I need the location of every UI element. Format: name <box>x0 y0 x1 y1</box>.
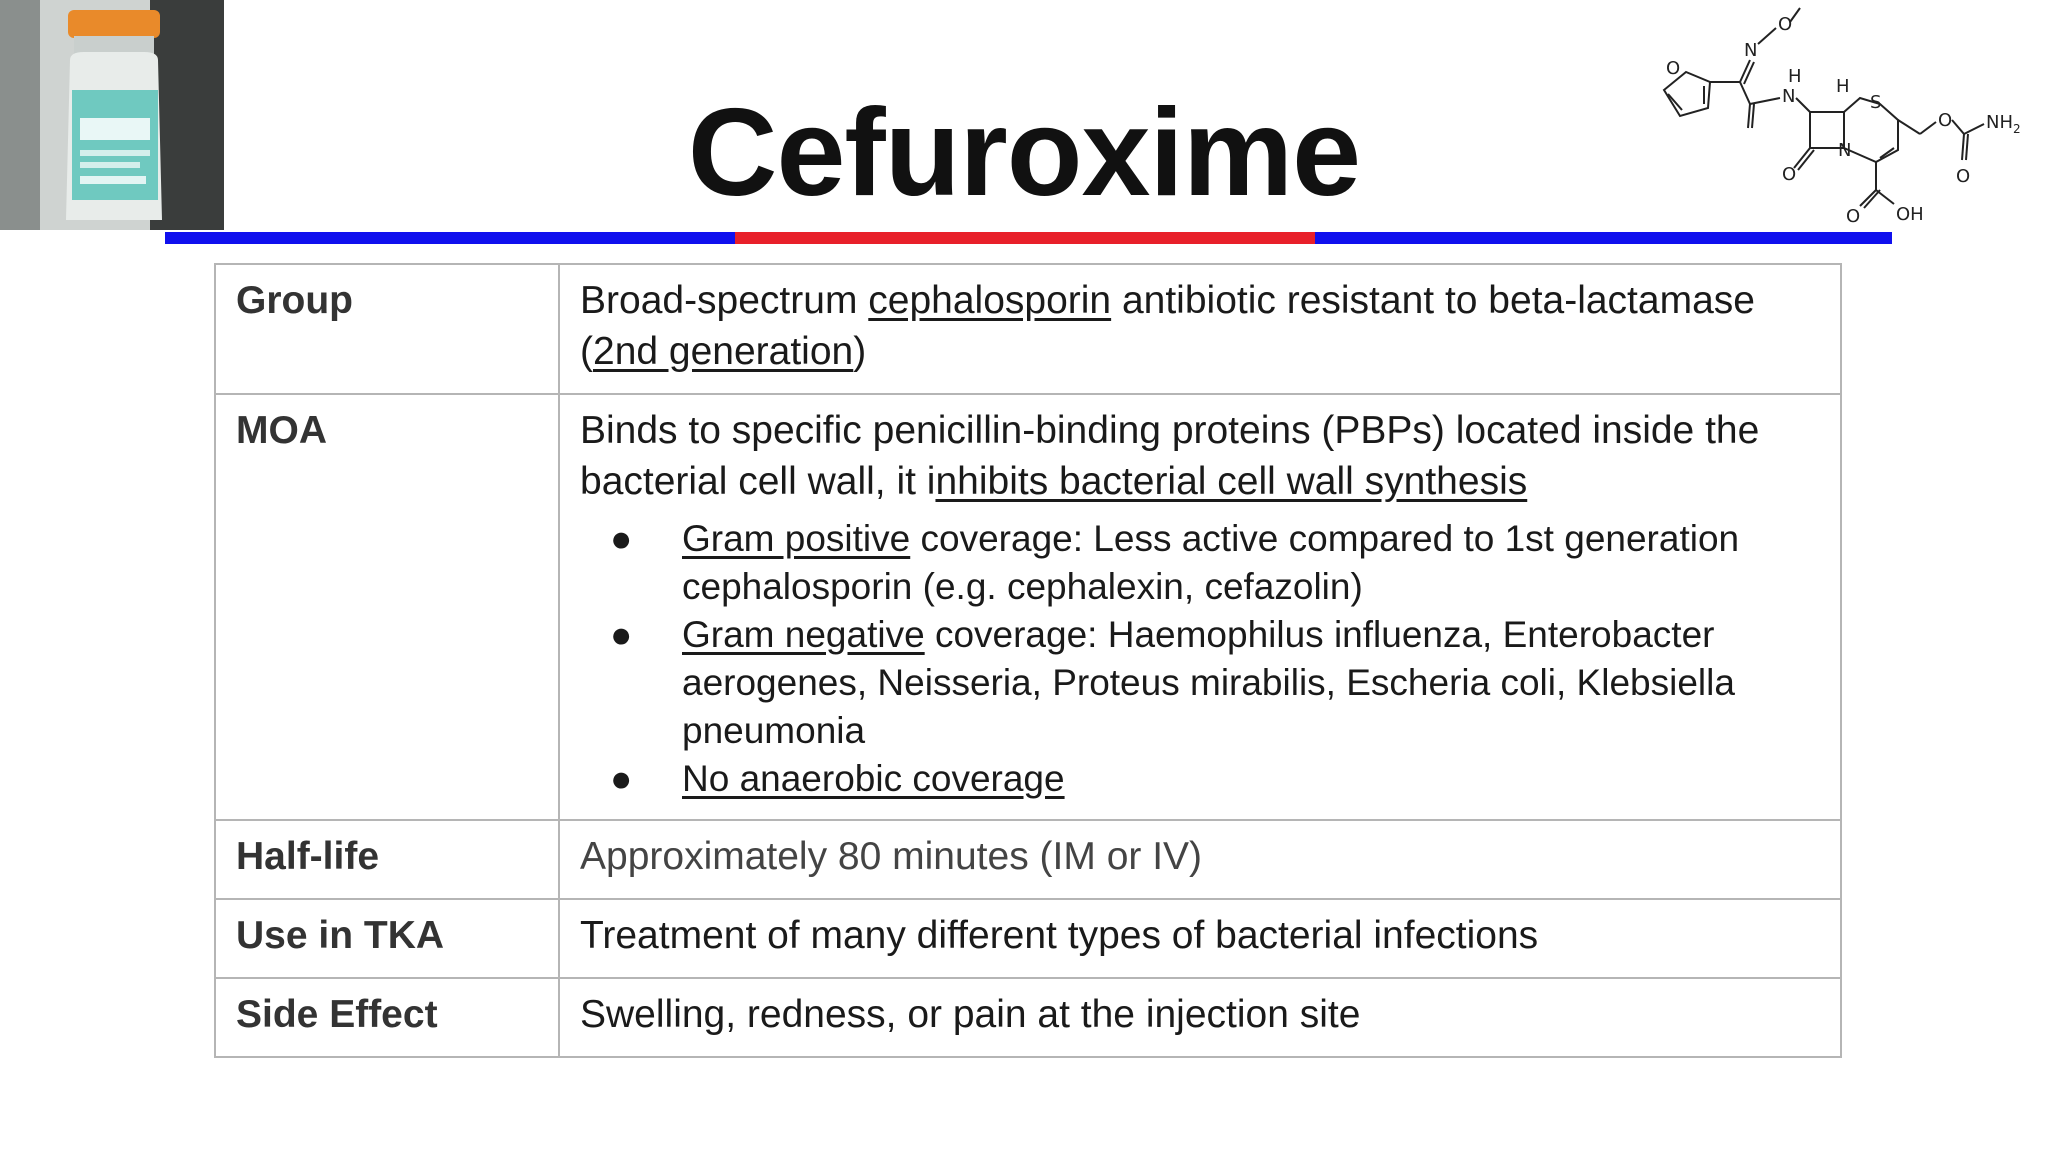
list-item <box>610 611 1820 755</box>
divider-blue-right <box>1315 232 1892 244</box>
underlined-text: 2nd generation <box>593 330 854 373</box>
atom-label: O <box>1846 206 1861 227</box>
bullet-list <box>580 515 1820 803</box>
row-value <box>559 978 1841 1057</box>
atom-label: N <box>1838 140 1852 161</box>
text-segment: coverage: Less active compared to 1st generation cephalosporin (e.g. cephalexin, cefazolin) <box>682 518 1740 607</box>
list-item <box>610 755 1820 803</box>
atom-label: O <box>1938 110 1953 131</box>
text-segment: Treatment of many different types of bacterial infections <box>580 914 1539 957</box>
table-row <box>215 899 1841 978</box>
divider-red-center <box>735 232 1315 244</box>
row-value <box>559 899 1841 978</box>
text-segment: antibiotic resistant to beta-lactamase ( <box>580 279 1755 373</box>
row-value-text <box>580 831 1820 882</box>
underlined-text: No anaerobic coverage <box>682 758 1065 799</box>
title-divider <box>165 232 1892 244</box>
divider-blue-left <box>165 232 735 244</box>
text-segment: Approximately 80 minutes (IM or IV) <box>580 835 1203 878</box>
atom-label: O <box>1778 14 1793 35</box>
underlined-text: Gram positive <box>682 518 911 559</box>
atom-label: O <box>1956 166 1971 187</box>
table-row <box>215 394 1841 820</box>
text-segment: ) <box>853 330 867 373</box>
atom-label: O <box>1782 164 1797 185</box>
atom-label: O <box>1666 58 1681 79</box>
bullet-icon: ● <box>610 758 633 799</box>
row-value <box>559 820 1841 899</box>
row-label: MOA <box>215 394 559 820</box>
row-value-text <box>580 405 1820 507</box>
table-row <box>215 978 1841 1057</box>
atom-label: $NH_2$ <box>1986 112 2021 136</box>
row-value <box>559 394 1841 820</box>
row-value <box>559 264 1841 394</box>
text-segment: Binds to specific penicillin-binding proteins (PBPs) located inside the bacterial cell wall, it i <box>580 409 1760 503</box>
row-label: Group <box>215 264 559 394</box>
row-value-text <box>580 910 1820 961</box>
atom-label: S <box>1870 92 1882 113</box>
underlined-text: nhibits bacterial cell wall synthesis <box>935 460 1528 503</box>
atom-label: H <box>1836 76 1850 97</box>
atom-label: N <box>1782 86 1796 107</box>
text-segment: Broad-spectrum <box>580 279 869 322</box>
text-segment: Swelling, redness, or pain at the injection site <box>580 993 1361 1036</box>
table-row <box>215 264 1841 394</box>
atom-label: N <box>1744 40 1758 61</box>
chemical-structure <box>1640 0 2048 230</box>
row-value-text <box>580 275 1820 377</box>
slide-title: Cefuroxime <box>687 84 1361 222</box>
atom-label: H <box>1788 66 1802 87</box>
drug-info-table <box>214 263 1842 1058</box>
row-label: Side Effect <box>215 978 559 1057</box>
text-segment: coverage: Haemophilus influenza, Enterobacter aerogenes, Neisseria, Proteus mirabilis, Escheria coli, Klebsiella pneumonia <box>682 614 1735 751</box>
underlined-text: cephalosporin <box>868 279 1112 322</box>
underlined-text: Gram negative <box>682 614 925 655</box>
row-value-text <box>580 989 1820 1040</box>
row-label: Half-life <box>215 820 559 899</box>
list-item <box>610 515 1820 611</box>
table-row <box>215 820 1841 899</box>
bullet-icon: ● <box>610 518 633 559</box>
row-label: Use in TKA <box>215 899 559 978</box>
atom-label: OH <box>1896 204 1924 225</box>
bullet-icon: ● <box>610 614 633 655</box>
